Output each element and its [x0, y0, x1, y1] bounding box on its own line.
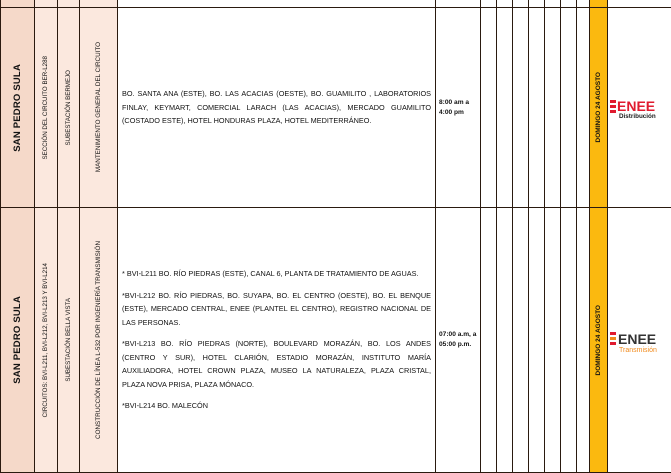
- places-item: *BVI-L214 BO. MALECÓN: [122, 399, 431, 413]
- enee-bars-icon: [610, 100, 616, 113]
- places-item: *BVI-L212 BO. RÍO PIEDRAS, BO. SUYAPA, BO. EL CENTRO (OESTE), BO. EL BENQUE (ESTE), MERCADO CENTRAL, ENEE (PLANTEL EL CENTRO), REGISTRO NACIONAL DE LAS PERSONAS.: [122, 289, 431, 330]
- city-label: SAN PEDRO SULA: [12, 64, 23, 152]
- time-start: 07:00 a.m, a: [439, 330, 478, 340]
- outage-date: DOMINGO 24 AGOSTO: [595, 72, 603, 142]
- table-row-top: [1, 0, 671, 8]
- places-item: BO. SANTA ANA (ESTE), BO. LAS ACACIAS (OESTE), BO. GUAMILITO , LABORATORIOS FINLAY, KEYMART, COMERCIAL LARACH (LAS ACACIAS), MERCADO GUAMILITO (COSTADO ESTE), HOTEL HONDURAS PLAZA, HOTEL MEDITERRÁNEO.: [122, 87, 431, 128]
- outage-date: DOMINGO 24 AGOSTO: [595, 305, 603, 375]
- time-range: [436, 330, 480, 350]
- enee-bars-icon: [610, 332, 616, 345]
- time-end: 05:00 p.m.: [439, 340, 478, 350]
- substation-name: SUBESTACIÓN BELLA VISTA: [65, 298, 72, 382]
- places-item: * BVI-L211 BO. RÍO PIEDRAS (ESTE), CANAL 6, PLANTA DE TRATAMIENTO DE AGUAS.: [122, 267, 431, 281]
- work-description: CONSTRUCCIÓN DE LÍNEA L-532 POR INGENIERÍA TRANSMISIÓN: [95, 241, 103, 439]
- logo-brand-text: ENEE: [617, 98, 655, 114]
- table-row: [1, 208, 671, 473]
- circuit-section: SECCIÓN DEL CIRCUITO BER-L288: [42, 56, 49, 160]
- logo-sub-text: Transmisión: [619, 347, 657, 353]
- time-start: 8:00 am a: [439, 98, 478, 108]
- substation-name: SUBESTACIÓN BERMEJO: [65, 70, 72, 146]
- enee-transmision-logo: [608, 327, 671, 353]
- work-description: MANTENIMIENTO GENERAL DEL CIRCUITO: [95, 42, 103, 172]
- logo-brand-text: ENEE: [618, 331, 656, 347]
- logo-sub-text: Distribución: [619, 113, 656, 120]
- time-end: 4:00 pm: [439, 108, 478, 118]
- time-range: [436, 98, 480, 118]
- affected-places: [118, 87, 435, 128]
- circuit-section: CIRCUITOS: BVI-L211, BVI-L212, BVI-L213 Y BVI-L214: [42, 263, 49, 417]
- places-item: *BVI-L213 BO. RÍO PIEDRAS (NORTE), BOULEVARD MORAZÁN, BO. LOS ANDES (CENTRO Y SUR), HOTEL CLARIÓN, ESTADIO MORAZÁN, INSTITUTO MARÍA AUXILIADORA, HOTEL CROWN PLAZA, MUSEO LA NATURALEZA, PLAZA CRISTAL, PLAZA NOVA PRISA, PLAZA MÓNACO.: [122, 337, 431, 391]
- table-row: [1, 8, 671, 208]
- city-label: SAN PEDRO SULA: [12, 296, 23, 384]
- affected-places: [118, 267, 435, 413]
- enee-distribucion-logo: [608, 96, 671, 120]
